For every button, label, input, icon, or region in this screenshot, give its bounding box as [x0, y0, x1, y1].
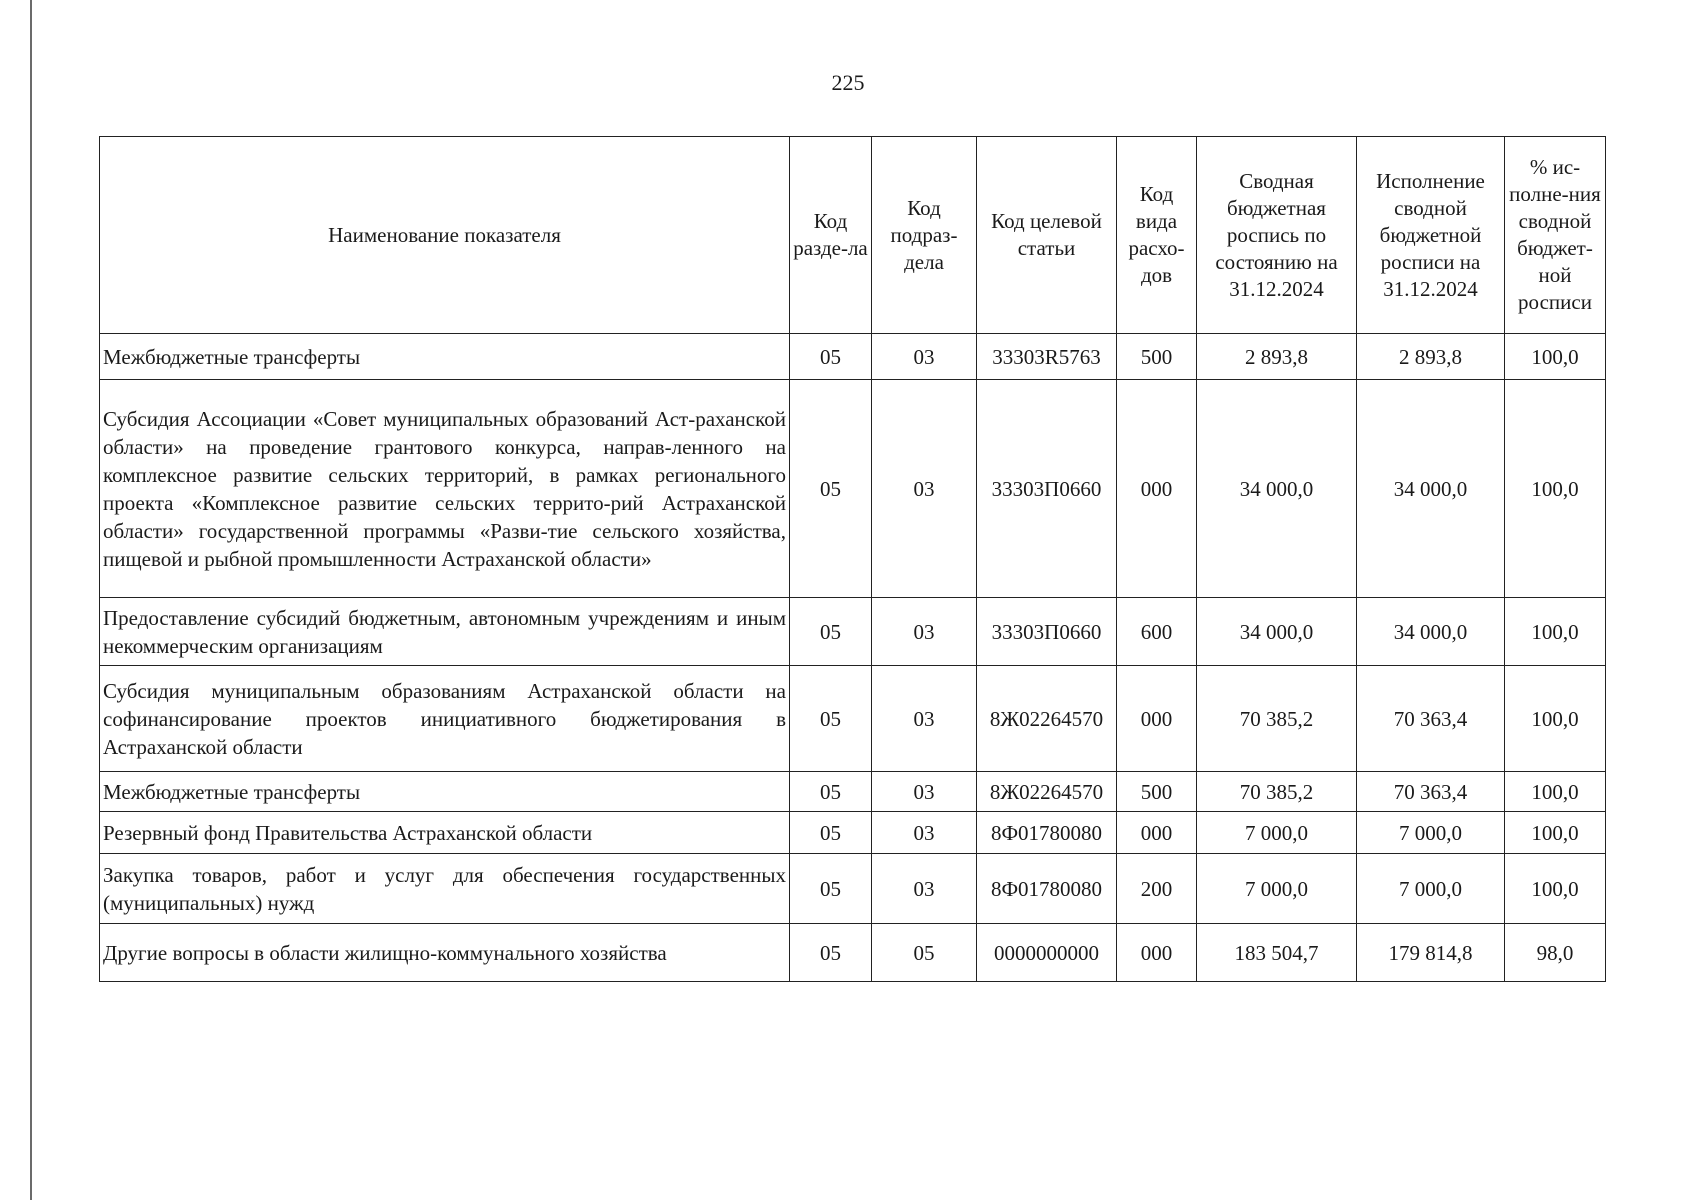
- row-section-code: 05: [790, 380, 872, 598]
- row-expense-type-code: 600: [1117, 598, 1197, 666]
- table-row: [100, 854, 1606, 924]
- row-budget-plan: 183 504,7: [1197, 924, 1357, 982]
- row-budget-plan: 7 000,0: [1197, 854, 1357, 924]
- row-indicator-name: Субсидия муниципальным образованиям Астраханской области на софинансирование проектов инициативного бюджетирования в Астраханской области: [100, 666, 790, 772]
- table-row: [100, 772, 1606, 812]
- header-budget-plan: Сводная бюджетная роспись по состоянию на 31.12.2024: [1197, 137, 1357, 334]
- row-expense-type-code: 500: [1117, 334, 1197, 380]
- row-section-code: 05: [790, 924, 872, 982]
- row-budget-execution: 7 000,0: [1357, 812, 1505, 854]
- scan-edge-line: [30, 0, 32, 1200]
- row-budget-execution: 7 000,0: [1357, 854, 1505, 924]
- row-budget-plan: 2 893,8: [1197, 334, 1357, 380]
- row-expense-type-code: 500: [1117, 772, 1197, 812]
- row-budget-execution: 34 000,0: [1357, 380, 1505, 598]
- row-indicator-name: Субсидия Ассоциации «Совет муниципальных образований Аст-раханской области» на проведение грантового конкурса, направ-ленного на комплексное развитие сельских территорий, в рамках регионального проекта «Комплексное развитие сельских террито-рий Астраханской области» государственной программы «Разви-тие сельского хозяйства, пищевой и рыбной промышленности Астраханской области»: [100, 380, 790, 598]
- row-budget-execution: 70 363,4: [1357, 772, 1505, 812]
- row-expense-type-code: 000: [1117, 924, 1197, 982]
- table-row: [100, 334, 1606, 380]
- row-section-code: 05: [790, 854, 872, 924]
- header-execution-percent: % ис-полне-ния сводной бюджет-ной росписи: [1505, 137, 1606, 334]
- header-budget-execution: Исполнение сводной бюджетной росписи на 31.12.2024: [1357, 137, 1505, 334]
- row-section-code: 05: [790, 334, 872, 380]
- row-indicator-name: Закупка товаров, работ и услуг для обеспечения государственных (муниципальных) нужд: [100, 854, 790, 924]
- row-subsection-code: 03: [872, 598, 977, 666]
- row-subsection-code: 03: [872, 666, 977, 772]
- row-subsection-code: 03: [872, 812, 977, 854]
- row-execution-percent: 100,0: [1505, 854, 1606, 924]
- table-header-row: [100, 137, 1606, 334]
- table-row: [100, 812, 1606, 854]
- row-indicator-name: Межбюджетные трансферты: [100, 772, 790, 812]
- row-budget-plan: 34 000,0: [1197, 380, 1357, 598]
- row-budget-plan: 70 385,2: [1197, 666, 1357, 772]
- row-budget-execution: 70 363,4: [1357, 666, 1505, 772]
- header-expense-type-code: Код вида расхо-дов: [1117, 137, 1197, 334]
- row-section-code: 05: [790, 812, 872, 854]
- row-budget-plan: 7 000,0: [1197, 812, 1357, 854]
- row-target-code: 33303R5763: [977, 334, 1117, 380]
- table-row: [100, 380, 1606, 598]
- row-target-code: 33303П0660: [977, 380, 1117, 598]
- row-expense-type-code: 200: [1117, 854, 1197, 924]
- row-subsection-code: 03: [872, 772, 977, 812]
- row-subsection-code: 03: [872, 854, 977, 924]
- row-expense-type-code: 000: [1117, 666, 1197, 772]
- budget-execution-table: [99, 136, 1606, 982]
- table-row: [100, 598, 1606, 666]
- row-budget-plan: 34 000,0: [1197, 598, 1357, 666]
- row-subsection-code: 03: [872, 380, 977, 598]
- header-section-code: Код разде-ла: [790, 137, 872, 334]
- row-target-code: 8Ж02264570: [977, 666, 1117, 772]
- row-execution-percent: 100,0: [1505, 334, 1606, 380]
- row-indicator-name: Предоставление субсидий бюджетным, автономным учреждениям и иным некоммерческим организациям: [100, 598, 790, 666]
- header-subsection-code: Код подраз-дела: [872, 137, 977, 334]
- row-execution-percent: 100,0: [1505, 666, 1606, 772]
- row-execution-percent: 100,0: [1505, 812, 1606, 854]
- row-execution-percent: 100,0: [1505, 772, 1606, 812]
- row-execution-percent: 100,0: [1505, 380, 1606, 598]
- table-row: [100, 666, 1606, 772]
- row-budget-execution: 2 893,8: [1357, 334, 1505, 380]
- header-target-code: Код целевой статьи: [977, 137, 1117, 334]
- row-expense-type-code: 000: [1117, 380, 1197, 598]
- row-execution-percent: 100,0: [1505, 598, 1606, 666]
- table-row: [100, 924, 1606, 982]
- row-section-code: 05: [790, 598, 872, 666]
- row-execution-percent: 98,0: [1505, 924, 1606, 982]
- row-target-code: 8Ф01780080: [977, 812, 1117, 854]
- row-subsection-code: 03: [872, 334, 977, 380]
- row-indicator-name: Межбюджетные трансферты: [100, 334, 790, 380]
- row-indicator-name: Резервный фонд Правительства Астраханской области: [100, 812, 790, 854]
- row-expense-type-code: 000: [1117, 812, 1197, 854]
- row-target-code: 33303П0660: [977, 598, 1117, 666]
- row-budget-execution: 179 814,8: [1357, 924, 1505, 982]
- header-indicator-name: Наименование показателя: [100, 137, 790, 334]
- row-budget-plan: 70 385,2: [1197, 772, 1357, 812]
- row-target-code: 0000000000: [977, 924, 1117, 982]
- row-target-code: 8Ж02264570: [977, 772, 1117, 812]
- row-budget-execution: 34 000,0: [1357, 598, 1505, 666]
- row-subsection-code: 05: [872, 924, 977, 982]
- row-indicator-name: Другие вопросы в области жилищно-коммунального хозяйства: [100, 924, 790, 982]
- page-number: 225: [831, 70, 865, 95]
- row-section-code: 05: [790, 772, 872, 812]
- row-section-code: 05: [790, 666, 872, 772]
- row-target-code: 8Ф01780080: [977, 854, 1117, 924]
